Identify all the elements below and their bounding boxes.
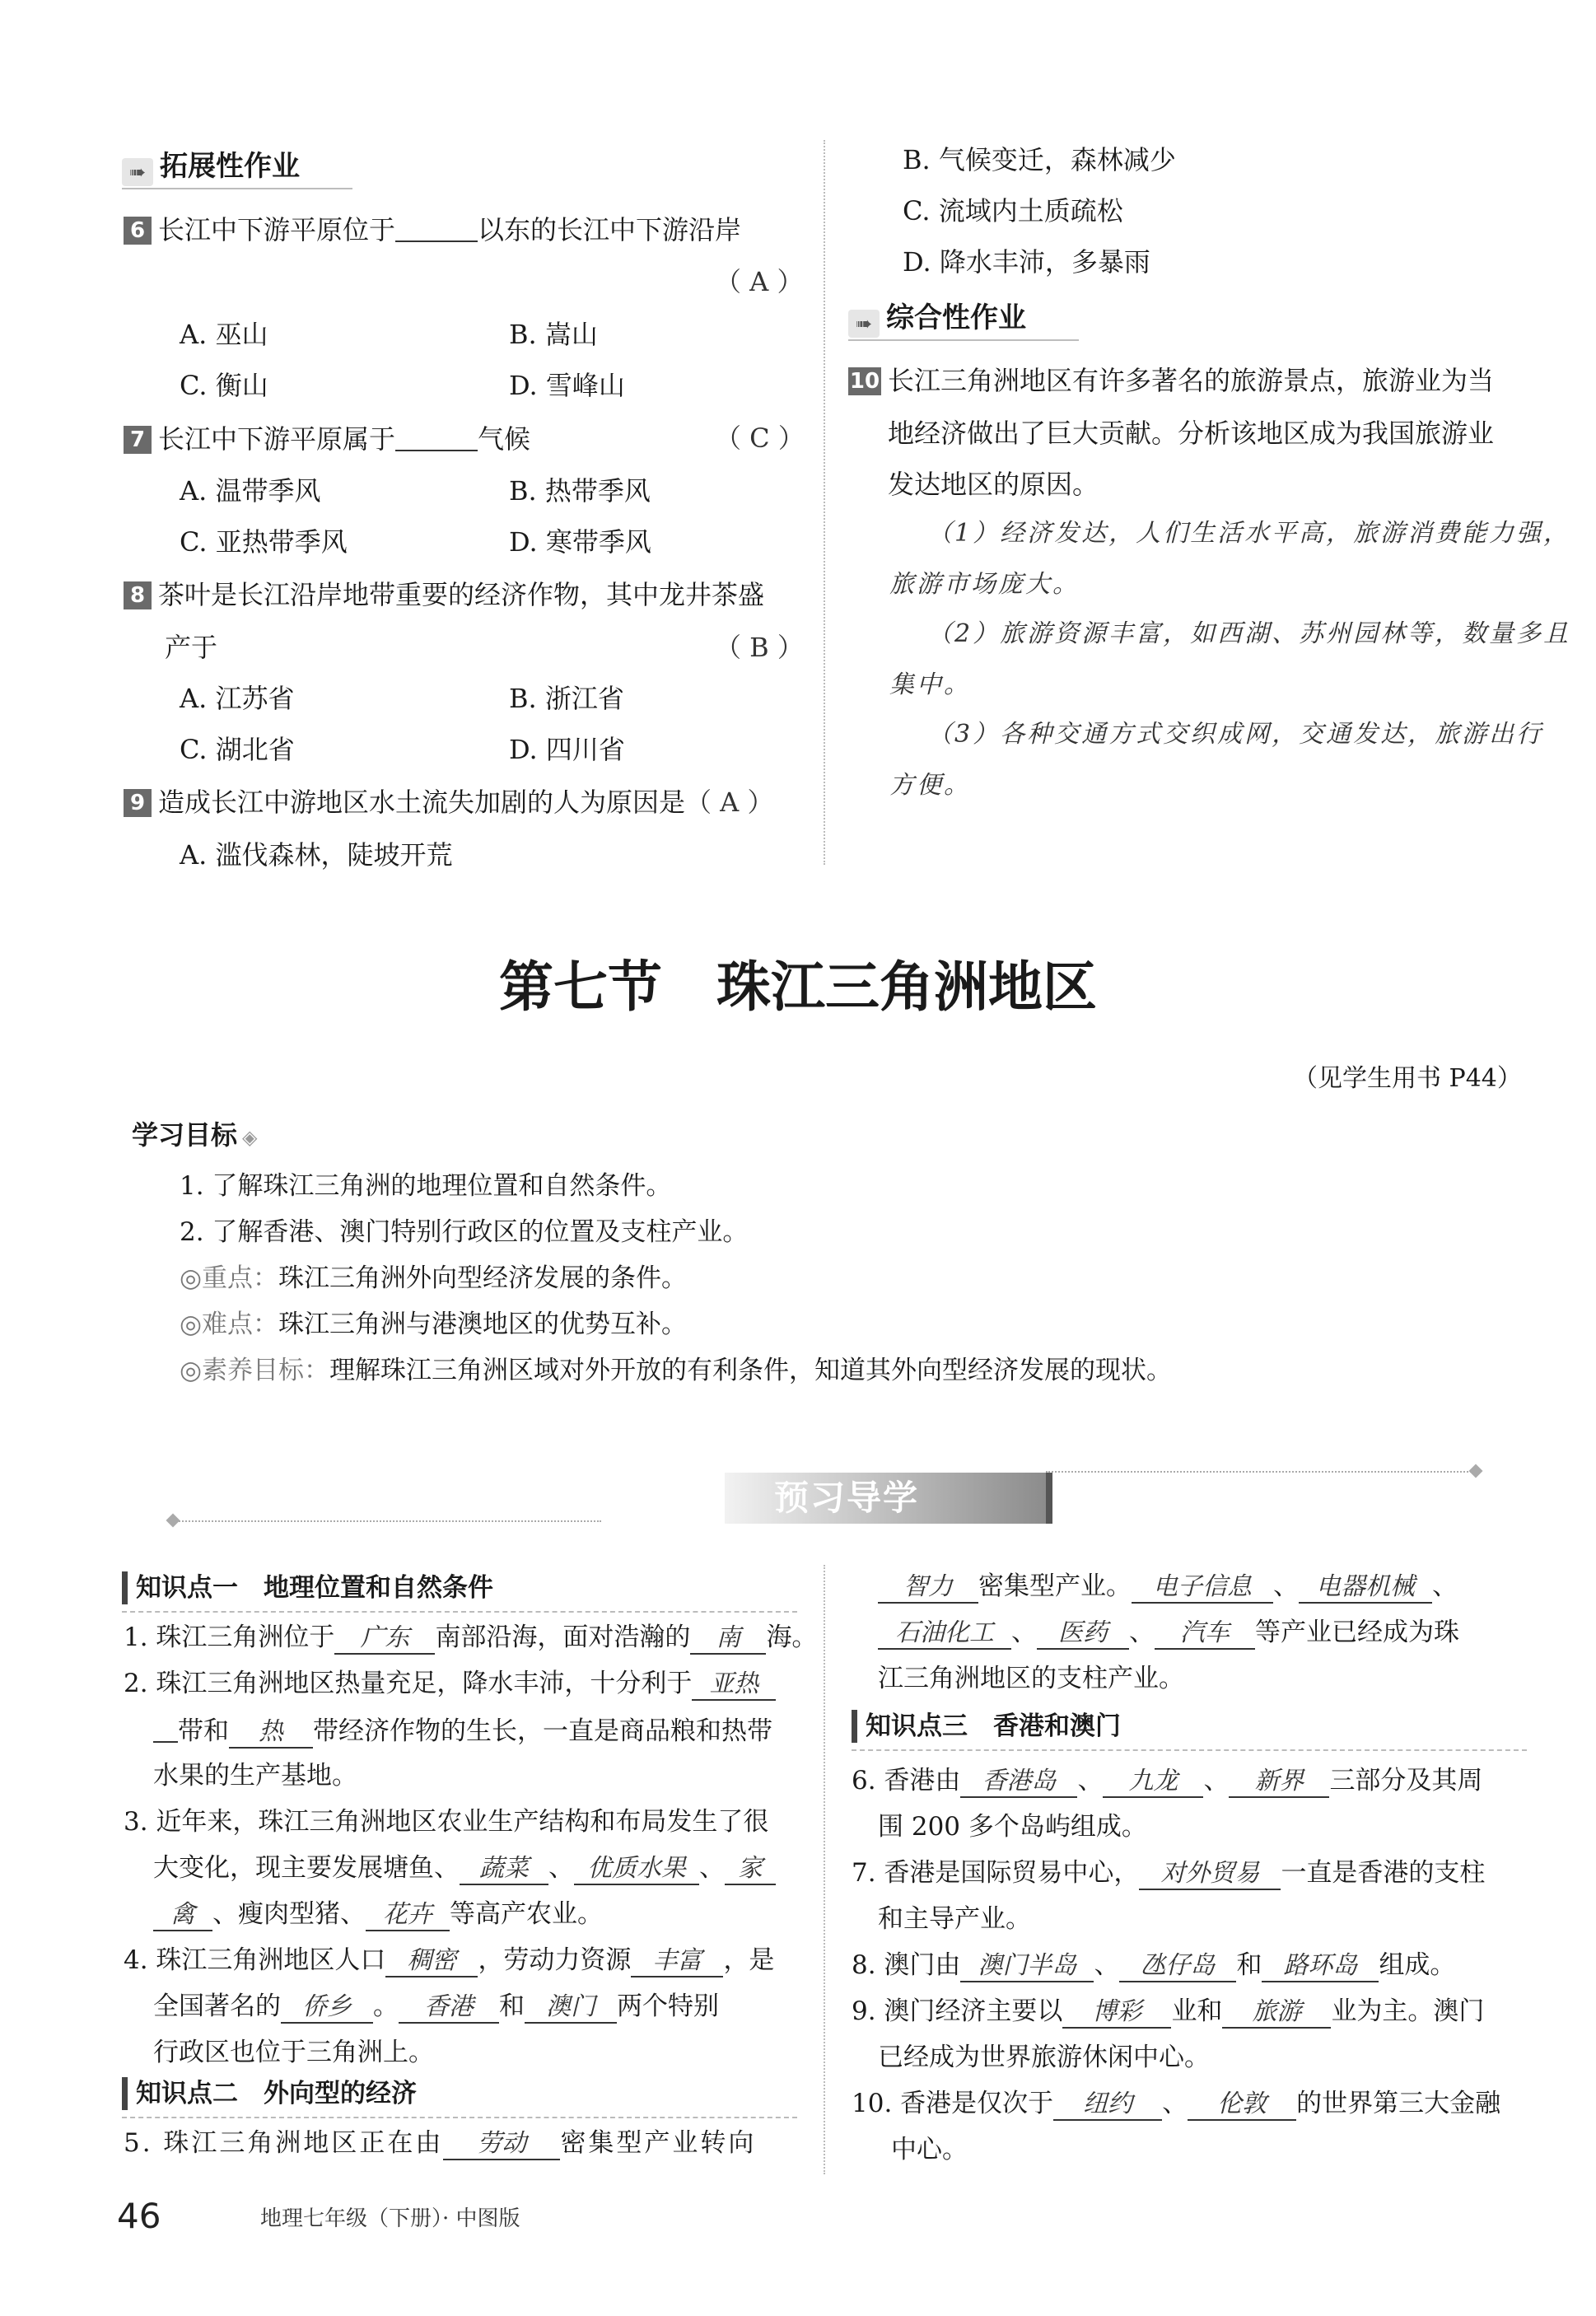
question-9: 9 造成长江中游地区水土流失加剧的人为原因是 [124,786,685,819]
handwritten-answer: 方便。 [889,771,971,800]
question-number: 10 [849,369,880,394]
question-number: 8 [124,581,152,609]
kp1-item-2-line3: 水果的生产基地。 [153,1761,357,1791]
kp3-heading: 知识点三 香港和澳门 [852,1710,1121,1743]
kp2-item-5-cont-line3: 江三角洲地区的支柱产业。 [878,1664,1184,1693]
question-10-line: 发达地区的原因。 [888,469,1099,500]
kp-rule [122,2117,797,2118]
kp3-item-7-line2: 和主导产业。 [878,1904,1031,1934]
fill-answer[interactable]: 丰富 [631,1946,723,1977]
handwritten-answer: 集中。 [889,670,971,699]
kp3-item-9-line2: 已经成为世界旅游休闲中心。 [878,2043,1210,2072]
handwritten-answer: （2）旅游资源丰富，如西湖、苏州园林等，数量多且 [927,619,1571,648]
option: A. 温带季风 [180,475,321,507]
banner-rule-right [1046,1471,1474,1473]
banner-text: 预习导学 [774,1478,920,1518]
fill-answer[interactable]: 医药 [1037,1618,1129,1650]
fill-answer[interactable]: 香港岛 [960,1767,1077,1798]
fill-answer[interactable]: 路环岛 [1262,1951,1379,1982]
fill-answer[interactable]: 侨乡 [281,1992,373,2024]
chapter-title: 第七节 珠江三角洲地区 [499,955,1097,1019]
objective-key: ◎重点：珠江三角洲外向型经济发展的条件。 [180,1263,688,1293]
objectives-heading: 学习目标 ◈ [132,1119,258,1151]
banner-dot [166,1514,180,1528]
answer-choice: （ A ） [685,787,774,818]
question-8: 8 茶叶是长江沿岸地带重要的经济作物，其中龙井茶盛 [124,578,764,611]
kp3-item-7: 7. 香港是国际贸易中心， 对外贸易 一直是香港的支柱 [852,1856,1485,1890]
option: B. 热带季风 [509,475,651,507]
kp1-item-3-line3: 禽 、瘦肉型猪、 花卉 等高产农业。 [153,1898,603,1931]
fill-answer[interactable]: 优质水果 [574,1854,699,1885]
option: C. 湖北省 [180,734,295,765]
objective-item: 2. 了解香港、澳门特别行政区的位置及支柱产业。 [180,1217,749,1247]
objective-literacy: ◎素养目标：理解珠江三角洲区域对外开放的有利条件，知道其外向型经济发展的现状。 [180,1356,1173,1385]
section-heading-extension [122,148,300,186]
option: B. 气候变迁，森林减少 [903,144,1176,175]
kp3-item-10: 10. 香港是仅次于 纽约 、 伦敦 的世界第三大金融 [852,2087,1500,2121]
book-reference: （见学生用书 P44） [1293,1064,1522,1093]
fill-answer[interactable]: 电子信息 [1132,1572,1273,1604]
answer-blank[interactable] [395,422,478,451]
option: D. 雪峰山 [509,370,625,401]
kp2-item-5: 5. 珠江三角洲地区正在由 劳动 密集型产业转向 [124,2127,756,2160]
fill-answer[interactable]: 南 [690,1623,766,1655]
fill-answer[interactable]: 纽约 [1053,2090,1162,2121]
fill-answer[interactable]: 稠密 [385,1946,478,1977]
fill-answer[interactable]: 广东 [334,1623,435,1655]
kp1-item-3-line2: 大变化，现主要发展塘鱼、 蔬菜 、 优质水果 、 家 [153,1851,776,1885]
fill-answer[interactable]: 香港 [399,1992,499,2024]
question-number: 6 [124,217,152,245]
handwritten-answer: （3）各种交通方式交织成网，交通发达，旅游出行 [927,720,1544,749]
option: B. 浙江省 [509,683,624,714]
fill-answer[interactable]: 博彩 [1062,1997,1171,2029]
answer-choice: （ C ） [715,423,805,454]
option: C. 流域内土质疏松 [903,195,1123,226]
fill-answer[interactable]: 汽车 [1155,1618,1255,1650]
fill-answer[interactable]: 旅游 [1222,1997,1331,2029]
section-rule [122,188,352,189]
fill-answer[interactable]: 新界 [1229,1767,1329,1798]
fill-answer[interactable]: 澳门半岛 [960,1951,1094,1982]
page-number: 46 [117,2196,161,2236]
fill-answer[interactable]: 亚热 [692,1669,776,1701]
question-8-cont: 产于 [165,632,218,663]
kp1-item-1: 1. 珠江三角洲位于 广东 南部沿海，面对浩瀚的 南 海。 [124,1621,817,1655]
answer-choice: （ A ） [715,266,804,297]
fill-answer[interactable]: 家 [725,1854,776,1885]
fill-answer[interactable]: 对外贸易 [1139,1859,1281,1890]
option: A. 滥伐森林，陡坡开荒 [180,839,453,871]
column-divider [824,1565,825,2174]
fill-answer[interactable]: 禽 [153,1900,212,1931]
fill-answer[interactable]: 电器机械 [1299,1572,1432,1604]
option: C. 衡山 [180,370,268,401]
fill-answer[interactable]: 伦敦 [1188,2090,1296,2121]
section-rule [848,339,1079,341]
section-heading-comprehensive [848,300,1026,338]
fill-answer[interactable]: 石油化工 [878,1618,1011,1650]
book-title: 地理七年级（下册）· 中图版 [260,2206,520,2231]
answer-choice: （ B ） [715,632,804,663]
kp1-item-4: 4. 珠江三角洲地区人口 稠密 ，劳动力资源 丰富 ，是 [124,1944,774,1977]
kp3-item-10-line2: 中心。 [891,2135,968,2164]
section-title: 综合性作业 [886,301,1026,334]
question-10-line: 地经济做出了巨大贡献。分析该地区成为我国旅游业 [888,418,1495,449]
kp-rule [852,1749,1527,1751]
kp2-item-5-cont-line2: 石油化工 、 医药 、 汽车 等产业已经成为珠 [878,1616,1459,1650]
banner-rule-left [173,1520,601,1522]
kp1-item-3: 3. 近年来，珠江三角洲地区农业生产结构和布局发生了很 [124,1807,769,1837]
fill-answer[interactable]: 劳动 [443,2129,560,2160]
answer-blank[interactable] [153,1713,178,1743]
fill-answer[interactable]: 智力 [878,1572,978,1604]
fill-answer[interactable]: 蔬菜 [460,1854,548,1885]
kp3-item-6: 6. 香港由 香港岛 、 九龙 、 新界 三部分及其周 [852,1764,1482,1798]
objective-item: 1. 了解珠江三角洲的地理位置和自然条件。 [180,1171,672,1201]
kp-rule [122,1611,797,1613]
kp2-item-5-cont: 智力 密集型产业。 电子信息 、 电器机械 、 [878,1570,1458,1604]
option: A. 江苏省 [180,683,295,714]
kp3-item-9: 9. 澳门经济主要以 博彩 业和 旅游 业为主。澳门 [852,1995,1484,2029]
kp1-item-4-line3: 行政区也位于三角洲上。 [153,2038,434,2067]
kp1-item-2: 2. 珠江三角洲地区热量充足，降水丰沛，十分利于 亚热 [124,1667,776,1701]
kp3-item-8: 8. 澳门由 澳门半岛 、 氹仔岛 和 路环岛 组成。 [852,1949,1455,1982]
option: D. 降水丰沛，多暴雨 [903,246,1150,278]
answer-blank[interactable] [395,212,478,242]
kp2-heading: 知识点二 外向型的经济 [122,2077,417,2110]
question-number: 9 [124,789,152,817]
kp1-item-4-line2: 全国著名的 侨乡 。 香港 和 澳门 两个特别 [153,1990,719,2024]
fill-answer[interactable]: 澳门 [525,1992,617,2024]
question-6: 6 长江中下游平原位于 以东的长江中下游沿岸 [124,212,741,246]
question-10: 10 长江三角洲地区有许多著名的旅游景点，旅游业为当 [849,365,1495,396]
option: D. 四川省 [509,734,625,765]
objective-difficulty: ◎难点：珠江三角洲与港澳地区的优势互补。 [180,1310,688,1339]
kp1-item-2-line2: 带和 热 带经济作物的生长，一直是商品粮和热带 [153,1713,772,1749]
column-divider [824,140,825,865]
question-number: 7 [124,426,152,454]
option: A. 巫山 [180,319,268,350]
banner-dot [1469,1464,1483,1478]
fill-answer[interactable]: 花卉 [366,1900,450,1931]
diamond-icon: ◈ [242,1126,258,1149]
fill-answer[interactable]: 九龙 [1103,1767,1203,1798]
handwritten-answer: （1）经济发达，人们生活水平高，旅游消费能力强， [927,519,1571,548]
kp3-item-6-line2: 围 200 多个岛屿组成。 [878,1812,1147,1842]
handwritten-answer: 旅游市场庞大。 [889,570,1080,599]
arrow-icon: ➠ [122,158,153,186]
option: B. 嵩山 [509,319,598,350]
kp1-heading: 知识点一 地理位置和自然条件 [122,1571,493,1604]
fill-answer[interactable]: 热 [229,1717,313,1749]
fill-answer[interactable]: 氹仔岛 [1119,1951,1236,1982]
option: D. 寒带季风 [509,526,651,558]
question-7: 7 长江中下游平原属于 气候 [124,422,530,455]
preview-banner [725,1473,1052,1524]
arrow-icon: ➠ [848,310,880,338]
option: C. 亚热带季风 [180,526,348,558]
section-title: 拓展性作业 [160,150,300,183]
